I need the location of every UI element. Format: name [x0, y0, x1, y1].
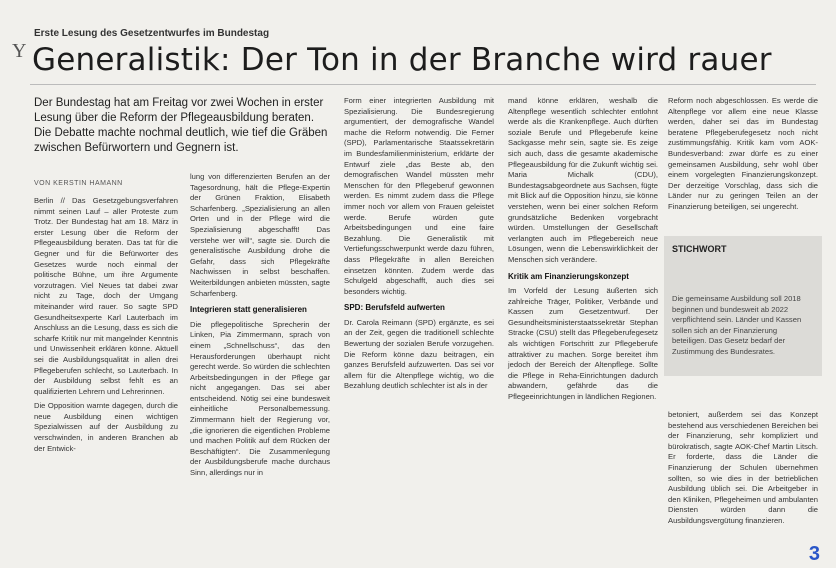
- column-3-text-b: Dr. Carola Reimann (SPD) ergänzte, es sei an der Zeit, gegen die traditionell schlechte Bewertung der sozialen Berufe vorzugehen. Die Reform könne dazu beitragen, ein ganzes Berufsfeld aufzuwerten. Das sei vor allem für die Altenpflege wichtig, wo die Bezahlung deutlich schlechter ist als in der: [344, 317, 494, 391]
- column-3-text: Form einer integrierten Ausbildung mit Spezialisierung. Die Bundesregierung argumentiert, der demografische Wandel mache die Reform notwendig. Die Ferner (SPD), Parlamentarische Staatssekretärin im Bundesfamilienministerium, erklärte der Entwurf ziele „das Beste ab, den demografischen Wandel müssten mehr Menschen für den Pflegeberuf gewonnen werden. Es nimmt zudem dass die Pflege immer noch vor allem von Frauen geleistet werde. Berufe würden gute Arbeitsbedingungen und eine faire Bezahlung. Die Generalistik mit Vertiefungsschwerpunkt werde dazu führen, dass Pflegekräfte in allen Bereichen einsetzen könnten. Zudem werde das Schulgeld abgeschafft, auch dies sei besonders wichtig.: [344, 96, 494, 296]
- column-4-text: mand könne erklären, weshalb die Altenpflege wesentlich schlechter entlohnt werde als die Krankenpflege. Auch dürften soziale Berufe und Pflegeberufe keine Sackgasse mehr sein, sagte sie. Es zeige sich auch, dass die gesamte akademische Pflegeausbildung für die Zukunft wichtig sei. Maria Michalk (CDU), Bundestagsabgeordnete aus Sachsen, fügte mit Blick auf die Opposition hinzu, sie könne verstehen, wenn bei einer solchen Reform grundsätzliche Bedenken vorgebracht würden. Umstellungen der Gesellschaft verlangten auch im Pflegebereich neue Lösungen, wenn die Lebenswirklichkeit der Menschen sich verändere.: [508, 96, 658, 264]
- column-6: [668, 410, 818, 527]
- subheading-integrieren: Integrieren statt generalisieren: [190, 305, 307, 315]
- subheading-spd: SPD: Berufsfeld aufwerten: [344, 303, 445, 313]
- stichwort-box: [664, 236, 822, 376]
- lead-paragraph: Der Bundestag hat am Freitag vor zwei Wochen in erster Lesung über die Reform der Pflegeausbildung beraten. Die Debatte machte nochmal deutlich, wie tief die Gräben zwischen Befürwortern und Gegnern ist.: [34, 97, 328, 154]
- column-3: [344, 96, 494, 392]
- column-2-text: lung von differenzierten Berufen an der Tagesordnung, hält die Pflege-Expertin der Grünen Fraktion, Elisabeth Scharfenberg. „Spezialisierung an allen Orten und in der Pflege wird die Spezialisierung abgeschafft! Das verstehe wer will“, sagte sie. Durch die generalistische Ausbildung drohe die Gefahr, dass sich Pflegekräfte Nachwissen in selbst beschaffen. Weiterbildungen anbieten müssten, sagte Scharfenberg.: [190, 172, 330, 298]
- column-4-text-b: Im Vorfeld der Lesung äußerten sich zahlreiche Träger, Politiker, Verbände und Kassen zum Gesetzentwurf. Der Gesundheitsministerstaatssekretär Stephan Stracke (CSU) stellt das Pflegeberufegesetz als wichtigen Fortschritt zur Pflegeberufe attraktiver zu machen. Sorge bereitet ihm jedoch der Bereich der Altenpflege. Sollte die Pflege in Reha-Einrichtungen dadurch abwandern, gefährde das die Pflegeeinrichtungen in ländlichen Regionen.: [508, 286, 658, 402]
- column-5-text: Reform noch abgeschlossen. Es werde die Altenpflege vor allem eine neue Klasse werden, daher sei das im Bundestag beratene Pflegeberufegesetz noch nicht zustimmungsfähig. Kritik kam vom AOK-Bundesverband: zwar dürfe es zu einer gemeinsamen Ausbildung, sehr wohl über einem vorgelegten Finanzierungskonzept. Der derzeitige Vorschlag, dass sich die Länder nur zu geringen Teilen an der Finanzierung beteiligen, sei ungerecht.: [668, 96, 818, 211]
- kicker: Erste Lesung des Gesetzentwurfes im Bundestag: [34, 28, 270, 39]
- column-4: [508, 96, 658, 403]
- subheading-kritik: Kritik am Finanzierungskonzept: [508, 271, 629, 281]
- byline: VON KERSTIN HAMANN: [34, 180, 123, 187]
- column-6-text: betoniert, außerdem sei das Konzept bestehend aus verschiedenen Bereichen bei der Finanzierung, sehr kompliziert und bürokratisch, sagte AOK-Chef Martin Litsch. Er forderte, dass die Länder die Finanzierung der Schulen übernehmen sollten, so wie dies in der betrieblichen Ausbildung üblich sei. Die Arbeitgeber in den Kliniken, Pflegeheimen und ambulanten Diensten würden dann die Ausbildungsvergütung finanzieren.: [668, 410, 818, 525]
- stichwort-text: Die gemeinsame Ausbildung soll 2018 beginnen und bundesweit ab 2022 verpflichtend sein. Länder und Kassen sollen sich an der Finanzierung beteiligen. Das Gesetz bedarf der Zustimmung des Bundesrates.: [672, 294, 802, 356]
- stichwort-title: STICHWORT: [672, 244, 727, 254]
- column-1-text: Berlin // Das Gesetzgebungsverfahren nimmt seinen Lauf – aller Proteste zum Trotz. Der Bundestag hat am 18. März in erster Lesung über die Reform der Pflegeausbildung beraten. Das tat für die Gegner und für die Befürworter des Gesetzes wurde noch einmal der politische Bühne, um ihre Argumente vorzutragen. Viel Neues tat dabei zwar nicht zu Tage, doch der Umgang miteinander wird rauer. So sagte SPD Gesundheitsexperte Karl Lauterbach im Anschluss an die Lesung, dass es sich die scharfe Kritik nur mit mangelnder Kenntnis und Unwissenheit erklären könne. Aktuell sei die Ausbildungsqualität in allen drei Pflegeberufen schlecht, so Lauterbach. In der Ausbildung selbst fehlt es an qualifizierten Lehrern und Lehrerinnen.: [34, 196, 178, 396]
- column-5: [668, 96, 818, 213]
- column-1-text-b: Die Opposition warnte dagegen, durch die neue Ausbildung einen wichtigen Spezialwissen auf der Ausbildung zu verschwinden, in anderen Branchen ab der Entwick-: [34, 401, 178, 453]
- column-1: [34, 196, 178, 454]
- headline-rule: [30, 84, 816, 85]
- page-number: 3: [808, 543, 820, 565]
- headline: Generalistik: Der Ton in der Branche wird rauer: [32, 42, 772, 78]
- column-2-text-b: Die pflegepolitische Sprecherin der Linken, Pia Zimmermann, sprach von einem „Schnellschuss“, das den Herausforderungen überhaupt nicht gerecht werde. So würden die schlechten Arbeitsbedingungen in der Pflege gar nicht angegangen. Das sei aber entscheidend. Nötig sei eine bundesweit einheitliche Personalbemessung. Zimmermann hielt der Regierung vor, „die ignorieren die eigentlichen Probleme und machen Politik auf dem Rücken der Beschäftigten“. Die Zusammenlegung der Ausbildungsberufe mache durchaus Sinn, allerdings nur in: [190, 319, 330, 478]
- section-mark-icon: Y: [12, 40, 27, 62]
- column-2: [190, 172, 330, 479]
